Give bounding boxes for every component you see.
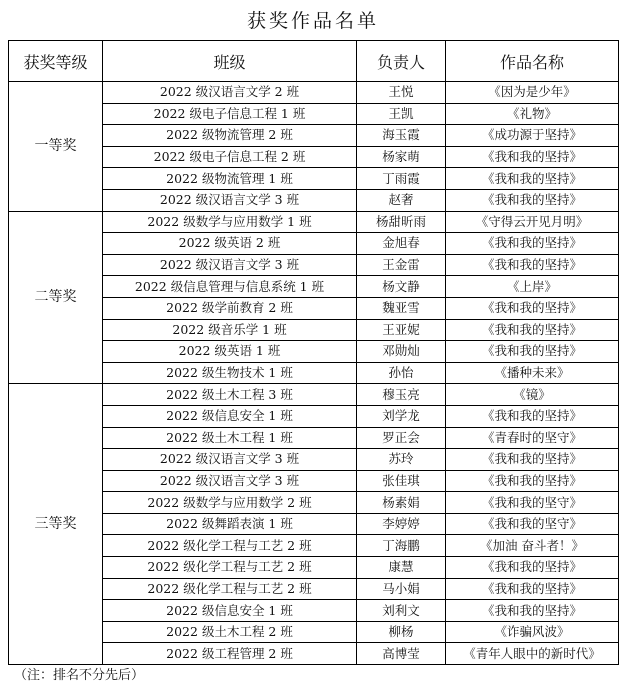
class-cell: 2022 级汉语言文学 2 班 [103,82,357,104]
class-cell: 2022 级数学与应用数学 1 班 [103,211,357,233]
table-row [9,211,619,233]
owner-cell: 罗正会 [357,427,446,449]
class-cell: 2022 级化学工程与工艺 2 班 [103,557,357,579]
class-cell: 2022 级信息管理与信息系统 1 班 [103,276,357,298]
award-table [8,40,619,665]
owner-cell: 王亚妮 [357,319,446,341]
owner-cell: 杨素娟 [357,492,446,514]
owner-cell: 孙怡 [357,362,446,384]
owner-cell: 杨家萌 [357,146,446,168]
class-cell: 2022 级土木工程 3 班 [103,384,357,406]
table-body [9,82,619,665]
owner-cell: 丁雨霞 [357,168,446,190]
table-row [9,82,619,104]
class-cell: 2022 级物流管理 2 班 [103,125,357,147]
owner-cell: 马小娟 [357,578,446,600]
work-title-cell: 《我和我的坚持》 [446,319,619,341]
work-title-cell: 《加油 奋斗者！》 [446,535,619,557]
header-level: 获奖等级 [9,41,103,82]
class-cell: 2022 级汉语言文学 3 班 [103,254,357,276]
work-title-cell: 《青年人眼中的新时代》 [446,643,619,665]
owner-cell: 王凯 [357,103,446,125]
work-title-cell: 《播种未来》 [446,362,619,384]
owner-cell: 康慧 [357,557,446,579]
work-title-cell: 《我和我的坚持》 [446,405,619,427]
owner-cell: 王金雷 [357,254,446,276]
work-title-cell: 《我和我的坚持》 [446,341,619,363]
owner-cell: 刘利文 [357,600,446,622]
work-title-cell: 《我和我的坚持》 [446,233,619,255]
work-title-cell: 《我和我的坚持》 [446,254,619,276]
work-title-cell: 《我和我的坚守》 [446,492,619,514]
owner-cell: 苏玲 [357,449,446,471]
class-cell: 2022 级化学工程与工艺 2 班 [103,535,357,557]
header-work: 作品名称 [446,41,619,82]
owner-cell: 海玉霞 [357,125,446,147]
class-cell: 2022 级音乐学 1 班 [103,319,357,341]
class-cell: 2022 级化学工程与工艺 2 班 [103,578,357,600]
work-title-cell: 《我和我的坚持》 [446,168,619,190]
owner-cell: 张佳琪 [357,470,446,492]
work-title-cell: 《我和我的坚守》 [446,513,619,535]
award-level-cell: 三等奖 [9,384,103,665]
class-cell: 2022 级汉语言文学 3 班 [103,449,357,471]
owner-cell: 丁海鹏 [357,535,446,557]
class-cell: 2022 级物流管理 1 班 [103,168,357,190]
work-title-cell: 《礼物》 [446,103,619,125]
footnote: （注：排名不分先后） [14,668,145,683]
class-cell: 2022 级数学与应用数学 2 班 [103,492,357,514]
owner-cell: 杨文静 [357,276,446,298]
owner-cell: 高博莹 [357,643,446,665]
work-title-cell: 《我和我的坚持》 [446,449,619,471]
work-title-cell: 《我和我的坚持》 [446,557,619,579]
header-row [9,41,619,82]
work-title-cell: 《我和我的坚持》 [446,297,619,319]
owner-cell: 李婷婷 [357,513,446,535]
header-class: 班级 [103,41,357,82]
table-row [9,384,619,406]
work-title-cell: 《因为是少年》 [446,82,619,104]
class-cell: 2022 级土木工程 2 班 [103,621,357,643]
class-cell: 2022 级电子信息工程 2 班 [103,146,357,168]
work-title-cell: 《诈骗风波》 [446,621,619,643]
class-cell: 2022 级舞蹈表演 1 班 [103,513,357,535]
header-owner: 负责人 [357,41,446,82]
class-cell: 2022 级信息安全 1 班 [103,405,357,427]
class-cell: 2022 级土木工程 1 班 [103,427,357,449]
owner-cell: 王悦 [357,82,446,104]
work-title-cell: 《我和我的坚持》 [446,146,619,168]
class-cell: 2022 级生物技术 1 班 [103,362,357,384]
work-title-cell: 《我和我的坚持》 [446,578,619,600]
class-cell: 2022 级英语 1 班 [103,341,357,363]
owner-cell: 魏亚雪 [357,297,446,319]
work-title-cell: 《我和我的坚持》 [446,189,619,211]
owner-cell: 赵奢 [357,189,446,211]
work-title-cell: 《青春时的坚守》 [446,427,619,449]
award-level-cell: 二等奖 [9,211,103,384]
class-cell: 2022 级汉语言文学 3 班 [103,189,357,211]
work-title-cell: 《上岸》 [446,276,619,298]
work-title-cell: 《成功源于坚持》 [446,125,619,147]
class-cell: 2022 级电子信息工程 1 班 [103,103,357,125]
class-cell: 2022 级工程管理 2 班 [103,643,357,665]
class-cell: 2022 级英语 2 班 [103,233,357,255]
work-title-cell: 《我和我的坚持》 [446,470,619,492]
owner-cell: 刘学龙 [357,405,446,427]
work-title-cell: 《镜》 [446,384,619,406]
owner-cell: 邓勋灿 [357,341,446,363]
class-cell: 2022 级信息安全 1 班 [103,600,357,622]
owner-cell: 金旭春 [357,233,446,255]
owner-cell: 柳杨 [357,621,446,643]
class-cell: 2022 级学前教育 2 班 [103,297,357,319]
page-title: 获奖作品名单 [246,10,379,32]
award-level-cell: 一等奖 [9,82,103,212]
work-title-cell: 《我和我的坚持》 [446,600,619,622]
class-cell: 2022 级汉语言文学 3 班 [103,470,357,492]
owner-cell: 杨甜昕雨 [357,211,446,233]
work-title-cell: 《守得云开见月明》 [446,211,619,233]
owner-cell: 穆玉亮 [357,384,446,406]
